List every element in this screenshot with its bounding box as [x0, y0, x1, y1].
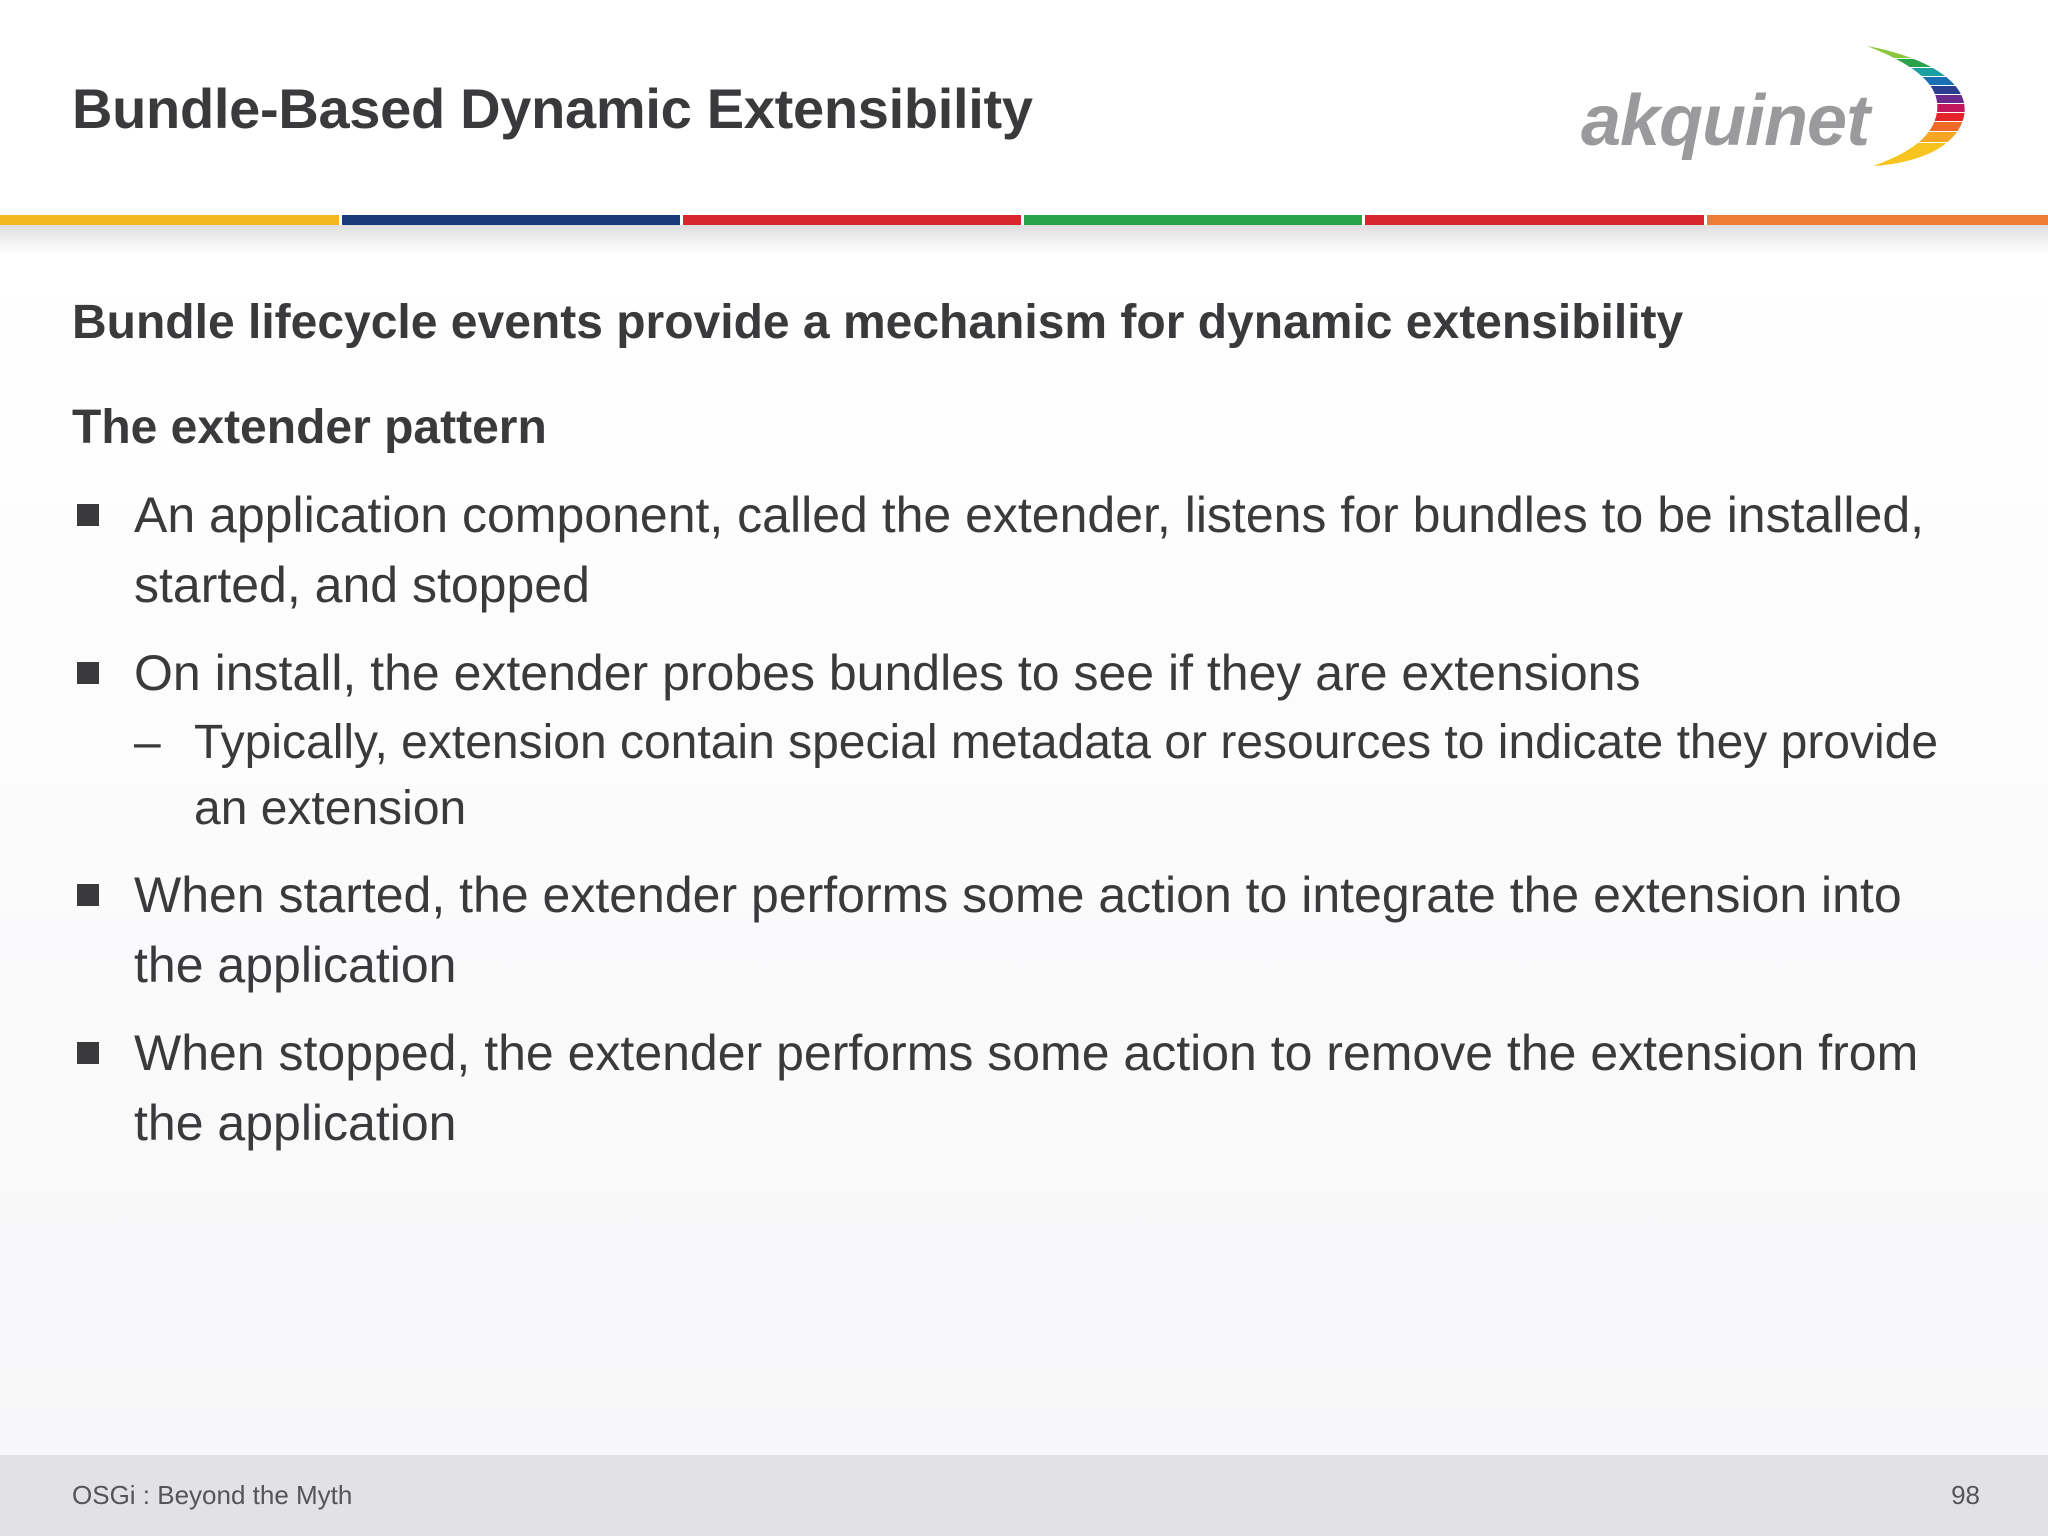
square-bullet-icon: [77, 662, 99, 684]
stripe-shadow: [0, 225, 2048, 253]
color-stripe: [1365, 215, 1707, 225]
square-bullet-icon: [77, 884, 99, 906]
square-bullet-icon: [77, 504, 99, 526]
sub-bullet-list: [134, 710, 1972, 842]
bullet-text: On install, the extender probes bundles to see if they are extensions: [134, 645, 1641, 701]
content-subheading: The extender pattern: [72, 401, 547, 454]
bullet-item: [72, 480, 1972, 620]
color-stripe: [1024, 215, 1365, 225]
sub-bullet-text: Typically, extension contain special metadata or resources to indicate they provide an extension: [194, 716, 1939, 835]
color-stripe: [342, 215, 683, 225]
bullet-text: When started, the extender performs some action to integrate the extension into the application: [134, 867, 1902, 993]
bullet-item: [72, 1018, 1972, 1158]
content-heading: Bundle lifecycle events provide a mechanism for dynamic extensibility: [72, 296, 1684, 349]
bullet-text: When stopped, the extender performs some action to remove the extension from the application: [134, 1025, 1919, 1151]
page-number: 98: [1951, 1480, 1980, 1510]
color-stripe-bar: [0, 215, 2048, 225]
color-stripe: [1707, 215, 2048, 225]
bullet-list: [72, 480, 1972, 1176]
logo-text: akquinet: [1581, 81, 1870, 161]
akquinet-swoosh-logo-icon: [1855, 40, 1985, 170]
slide-footer: [0, 1455, 2048, 1536]
square-bullet-icon: [77, 1042, 99, 1064]
slide-title: Bundle-Based Dynamic Extensibility: [72, 77, 1033, 140]
bullet-item: [72, 638, 1972, 842]
footer-presentation-title: OSGi : Beyond the Myth: [72, 1480, 353, 1510]
dash-bullet-marker: –: [134, 716, 161, 769]
bullet-item: [72, 860, 1972, 1000]
akquinet-logo: [1575, 40, 1985, 172]
color-stripe: [0, 215, 342, 225]
sub-bullet-item: [134, 710, 1972, 842]
bullet-text: An application component, called the extender, listens for bundles to be installed, started, and stopped: [134, 487, 1925, 613]
color-stripe: [683, 215, 1024, 225]
